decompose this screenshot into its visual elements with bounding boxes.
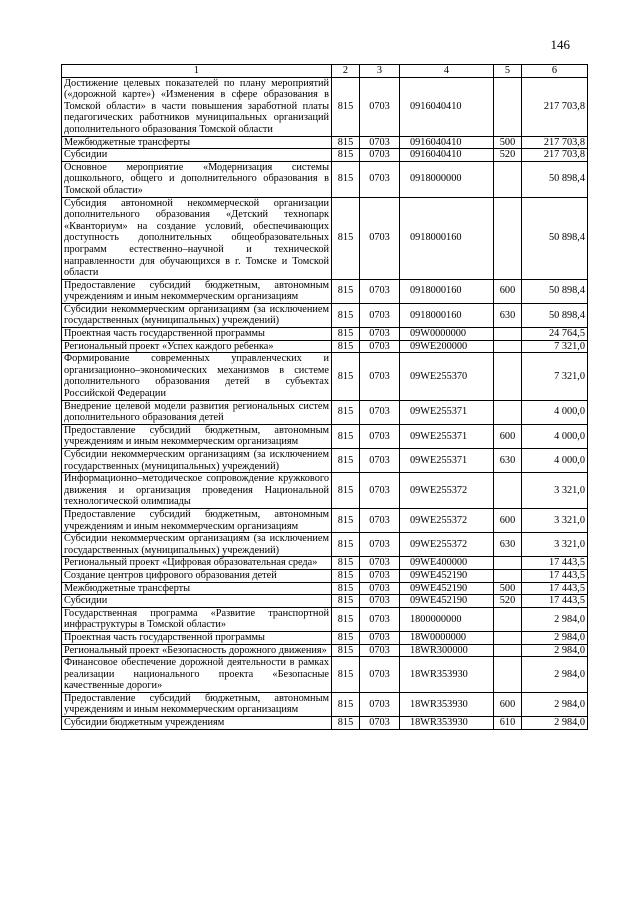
ministry-code-cell: 815 <box>332 77 360 136</box>
expense-type-cell: 610 <box>494 717 522 730</box>
row-name-cell: Региональный проект «Успех каждого ребенка» <box>62 340 332 353</box>
section-code-cell: 0703 <box>360 657 400 693</box>
section-code-cell: 0703 <box>360 400 400 424</box>
section-code-cell: 0703 <box>360 424 400 448</box>
amount-cell: 50 898,4 <box>522 197 588 279</box>
section-code-cell: 0703 <box>360 692 400 716</box>
table-row <box>62 582 588 595</box>
table-row <box>62 161 588 197</box>
row-name-cell: Государственная программа «Развитие транспортной инфраструктуры в Томской области» <box>62 607 332 631</box>
table-row <box>62 353 588 400</box>
amount-cell: 17 443,5 <box>522 595 588 608</box>
row-name-cell: Субсидии некоммерческим организациям (за исключением государственных (муниципальных) учреждений) <box>62 449 332 473</box>
ministry-code-cell: 815 <box>332 607 360 631</box>
ministry-code-cell: 815 <box>332 161 360 197</box>
row-name-cell: Субсидии некоммерческим организациям (за исключением государственных (муниципальных) учреждений) <box>62 533 332 557</box>
section-code-cell: 0703 <box>360 595 400 608</box>
header-cell: 6 <box>522 65 588 78</box>
amount-cell: 50 898,4 <box>522 303 588 327</box>
header-cell: 3 <box>360 65 400 78</box>
section-code-cell: 0703 <box>360 631 400 644</box>
row-name-cell: Внедрение целевой модели развития региональных систем дополнительного образования детей <box>62 400 332 424</box>
target-article-cell: 0916040410 <box>400 77 494 136</box>
expense-type-cell: 600 <box>494 692 522 716</box>
target-article-cell: 09WE255372 <box>400 533 494 557</box>
ministry-code-cell: 815 <box>332 631 360 644</box>
row-name-cell: Достижение целевых показателей по плану мероприятий («дорожной карте») «Изменения в сфере образования в Томской области» в части повышения заработной платы педагогических работников муниципальных организаций дополнительного образования Томской области <box>62 77 332 136</box>
ministry-code-cell: 815 <box>332 328 360 341</box>
row-name-cell: Региональный проект «Безопасность дорожного движения» <box>62 644 332 657</box>
target-article-cell: 09WE400000 <box>400 557 494 570</box>
amount-cell: 2 984,0 <box>522 607 588 631</box>
expense-type-cell <box>494 657 522 693</box>
expense-type-cell <box>494 631 522 644</box>
section-code-cell: 0703 <box>360 161 400 197</box>
amount-cell: 2 984,0 <box>522 717 588 730</box>
amount-cell: 2 984,0 <box>522 644 588 657</box>
row-name-cell: Субсидия автономной некоммерческой организации дополнительного образования «Детский технопарк «Кванториум» на создание условий, обеспечивающих доступность дополнительных общеобразовательных программ естественно–научной и технической направленности для обучающихся в г. Томске и Томской области <box>62 197 332 279</box>
expense-type-cell: 630 <box>494 449 522 473</box>
target-article-cell: 18WR300000 <box>400 644 494 657</box>
header-cell: 1 <box>62 65 332 78</box>
header-cell: 2 <box>332 65 360 78</box>
target-article-cell: 18WR353930 <box>400 717 494 730</box>
row-name-cell: Межбюджетные трансферты <box>62 136 332 149</box>
target-article-cell: 09W0000000 <box>400 328 494 341</box>
amount-cell: 4 000,0 <box>522 449 588 473</box>
row-name-cell: Межбюджетные трансферты <box>62 582 332 595</box>
target-article-cell: 0918000160 <box>400 303 494 327</box>
ministry-code-cell: 815 <box>332 424 360 448</box>
section-code-cell: 0703 <box>360 644 400 657</box>
target-article-cell: 0916040410 <box>400 149 494 162</box>
row-name-cell: Проектная часть государственной программы <box>62 328 332 341</box>
ministry-code-cell: 815 <box>332 717 360 730</box>
table-row <box>62 607 588 631</box>
section-code-cell: 0703 <box>360 149 400 162</box>
ministry-code-cell: 815 <box>332 400 360 424</box>
section-code-cell: 0703 <box>360 77 400 136</box>
expense-type-cell <box>494 557 522 570</box>
budget-table <box>61 64 588 730</box>
amount-cell: 3 321,0 <box>522 473 588 509</box>
target-article-cell: 09WE255372 <box>400 473 494 509</box>
expense-type-cell <box>494 353 522 400</box>
section-code-cell: 0703 <box>360 303 400 327</box>
table-row <box>62 136 588 149</box>
target-article-cell: 0918000160 <box>400 279 494 303</box>
amount-cell: 2 984,0 <box>522 631 588 644</box>
table-row <box>62 197 588 279</box>
row-name-cell: Региональный проект «Цифровая образовательная среда» <box>62 557 332 570</box>
target-article-cell: 1800000000 <box>400 607 494 631</box>
target-article-cell: 09WE255370 <box>400 353 494 400</box>
expense-type-cell: 600 <box>494 508 522 532</box>
amount-cell: 24 764,5 <box>522 328 588 341</box>
table-row <box>62 424 588 448</box>
table-row <box>62 569 588 582</box>
table-row <box>62 508 588 532</box>
row-name-cell: Основное мероприятие «Модернизация системы дошкольного, общего и дополнительного образования в Томской области» <box>62 161 332 197</box>
row-name-cell: Субсидии <box>62 595 332 608</box>
section-code-cell: 0703 <box>360 197 400 279</box>
ministry-code-cell: 815 <box>332 533 360 557</box>
target-article-cell: 09WE452190 <box>400 582 494 595</box>
section-code-cell: 0703 <box>360 508 400 532</box>
target-article-cell: 09WE255371 <box>400 400 494 424</box>
header-cell: 4 <box>400 65 494 78</box>
expense-type-cell <box>494 328 522 341</box>
target-article-cell: 09WE452190 <box>400 569 494 582</box>
expense-type-cell: 500 <box>494 582 522 595</box>
ministry-code-cell: 815 <box>332 692 360 716</box>
expense-type-cell: 500 <box>494 136 522 149</box>
target-article-cell: 0918000160 <box>400 197 494 279</box>
amount-cell: 4 000,0 <box>522 400 588 424</box>
amount-cell: 17 443,5 <box>522 582 588 595</box>
amount-cell: 217 703,8 <box>522 136 588 149</box>
section-code-cell: 0703 <box>360 533 400 557</box>
table-row <box>62 449 588 473</box>
page-number: 146 <box>550 37 570 52</box>
ministry-code-cell: 815 <box>332 657 360 693</box>
target-article-cell: 0918000000 <box>400 161 494 197</box>
table-row <box>62 473 588 509</box>
ministry-code-cell: 815 <box>332 279 360 303</box>
section-code-cell: 0703 <box>360 353 400 400</box>
amount-cell: 3 321,0 <box>522 533 588 557</box>
table-row <box>62 631 588 644</box>
expense-type-cell <box>494 340 522 353</box>
section-code-cell: 0703 <box>360 340 400 353</box>
expense-type-cell <box>494 644 522 657</box>
target-article-cell: 18WR353930 <box>400 692 494 716</box>
table-row <box>62 717 588 730</box>
row-name-cell: Формирование современных управленческих и организационно–экономических механизмов в системе дополнительного образования детей в субъектах Российской Федерации <box>62 353 332 400</box>
table-row <box>62 692 588 716</box>
target-article-cell: 09WE255371 <box>400 449 494 473</box>
row-name-cell: Проектная часть государственной программы <box>62 631 332 644</box>
ministry-code-cell: 815 <box>332 449 360 473</box>
ministry-code-cell: 815 <box>332 644 360 657</box>
ministry-code-cell: 815 <box>332 557 360 570</box>
table-row <box>62 533 588 557</box>
expense-type-cell <box>494 473 522 509</box>
header-cell: 5 <box>494 65 522 78</box>
target-article-cell: 09WE200000 <box>400 340 494 353</box>
table-row <box>62 303 588 327</box>
table-row <box>62 557 588 570</box>
amount-cell: 7 321,0 <box>522 340 588 353</box>
section-code-cell: 0703 <box>360 279 400 303</box>
table-row <box>62 400 588 424</box>
amount-cell: 2 984,0 <box>522 692 588 716</box>
ministry-code-cell: 815 <box>332 197 360 279</box>
target-article-cell: 18W0000000 <box>400 631 494 644</box>
amount-cell: 4 000,0 <box>522 424 588 448</box>
row-name-cell: Предоставление субсидий бюджетным, автономным учреждениям и иным некоммерческим организациям <box>62 279 332 303</box>
ministry-code-cell: 815 <box>332 473 360 509</box>
target-article-cell: 18WR353930 <box>400 657 494 693</box>
expense-type-cell: 600 <box>494 279 522 303</box>
amount-cell: 50 898,4 <box>522 279 588 303</box>
table-row <box>62 279 588 303</box>
expense-type-cell <box>494 77 522 136</box>
amount-cell: 3 321,0 <box>522 508 588 532</box>
expense-type-cell: 630 <box>494 303 522 327</box>
section-code-cell: 0703 <box>360 473 400 509</box>
expense-type-cell <box>494 569 522 582</box>
table-row <box>62 644 588 657</box>
row-name-cell: Предоставление субсидий бюджетным, автономным учреждениям и иным некоммерческим организациям <box>62 424 332 448</box>
table-header-row <box>62 65 588 78</box>
row-name-cell: Финансовое обеспечение дорожной деятельности в рамках реализации национального проекта «Безопасные качественные дороги» <box>62 657 332 693</box>
table-row <box>62 340 588 353</box>
row-name-cell: Субсидии <box>62 149 332 162</box>
row-name-cell: Субсидии бюджетным учреждениям <box>62 717 332 730</box>
ministry-code-cell: 815 <box>332 569 360 582</box>
ministry-code-cell: 815 <box>332 149 360 162</box>
expense-type-cell <box>494 161 522 197</box>
amount-cell: 17 443,5 <box>522 569 588 582</box>
section-code-cell: 0703 <box>360 717 400 730</box>
amount-cell: 217 703,8 <box>522 149 588 162</box>
table-row <box>62 328 588 341</box>
amount-cell: 17 443,5 <box>522 557 588 570</box>
table-row <box>62 595 588 608</box>
expense-type-cell: 600 <box>494 424 522 448</box>
row-name-cell: Информационно–методическое сопровождение кружкового движения и организация проведения Национальной технологической олимпиады <box>62 473 332 509</box>
amount-cell: 50 898,4 <box>522 161 588 197</box>
expense-type-cell: 520 <box>494 595 522 608</box>
section-code-cell: 0703 <box>360 607 400 631</box>
target-article-cell: 09WE255372 <box>400 508 494 532</box>
table-row <box>62 149 588 162</box>
row-name-cell: Предоставление субсидий бюджетным, автономным учреждениям и иным некоммерческим организациям <box>62 508 332 532</box>
row-name-cell: Создание центров цифрового образования детей <box>62 569 332 582</box>
section-code-cell: 0703 <box>360 328 400 341</box>
expense-type-cell: 520 <box>494 149 522 162</box>
ministry-code-cell: 815 <box>332 303 360 327</box>
table-row <box>62 657 588 693</box>
expense-type-cell <box>494 607 522 631</box>
amount-cell: 2 984,0 <box>522 657 588 693</box>
ministry-code-cell: 815 <box>332 582 360 595</box>
section-code-cell: 0703 <box>360 449 400 473</box>
amount-cell: 217 703,8 <box>522 77 588 136</box>
row-name-cell: Субсидии некоммерческим организациям (за исключением государственных (муниципальных) учреждений) <box>62 303 332 327</box>
amount-cell: 7 321,0 <box>522 353 588 400</box>
ministry-code-cell: 815 <box>332 508 360 532</box>
ministry-code-cell: 815 <box>332 595 360 608</box>
table-row <box>62 77 588 136</box>
row-name-cell: Предоставление субсидий бюджетным, автономным учреждениям и иным некоммерческим организациям <box>62 692 332 716</box>
section-code-cell: 0703 <box>360 569 400 582</box>
section-code-cell: 0703 <box>360 557 400 570</box>
target-article-cell: 0916040410 <box>400 136 494 149</box>
ministry-code-cell: 815 <box>332 353 360 400</box>
section-code-cell: 0703 <box>360 136 400 149</box>
target-article-cell: 09WE452190 <box>400 595 494 608</box>
expense-type-cell <box>494 197 522 279</box>
target-article-cell: 09WE255371 <box>400 424 494 448</box>
ministry-code-cell: 815 <box>332 136 360 149</box>
section-code-cell: 0703 <box>360 582 400 595</box>
ministry-code-cell: 815 <box>332 340 360 353</box>
expense-type-cell: 630 <box>494 533 522 557</box>
expense-type-cell <box>494 400 522 424</box>
